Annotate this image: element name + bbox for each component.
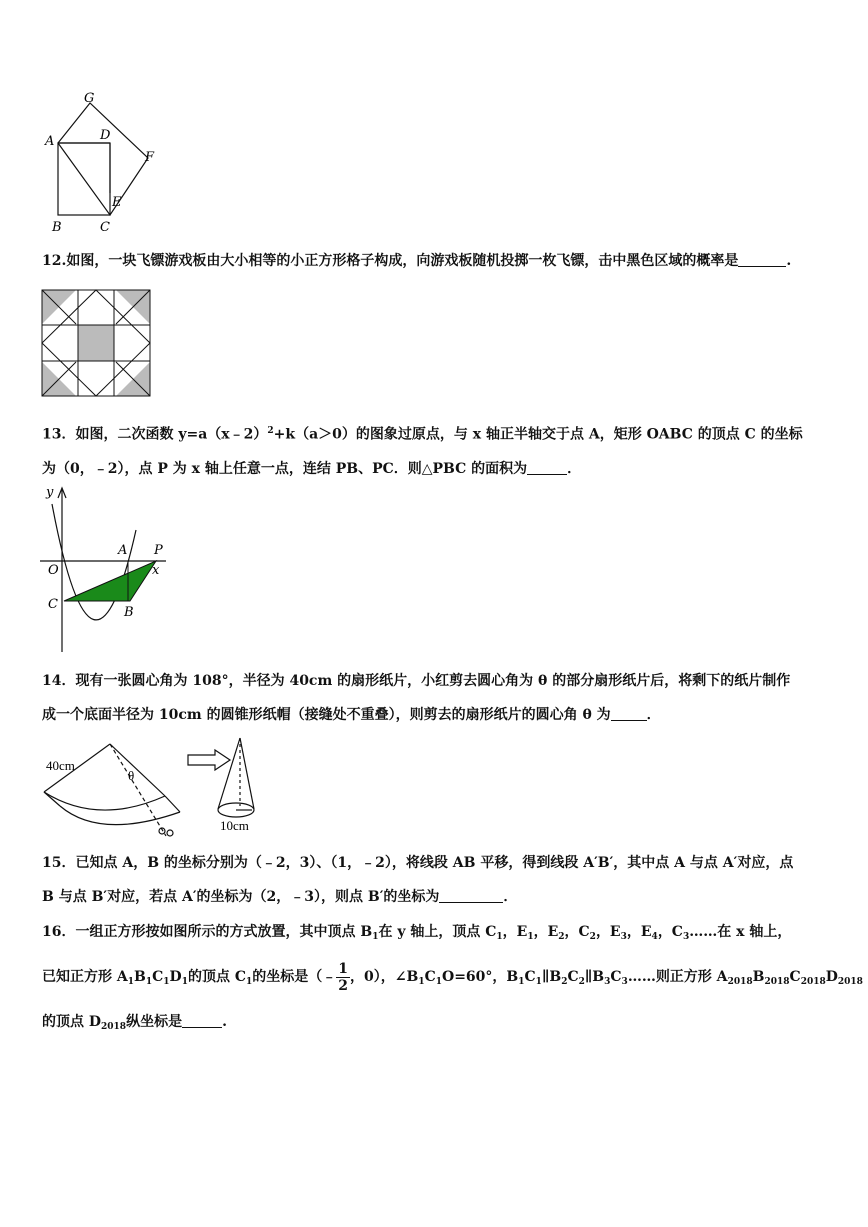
q16-line3-b: 纵坐标是 xyxy=(126,1014,183,1030)
figure-square-diagram xyxy=(40,88,170,238)
label-P: P xyxy=(154,543,163,558)
q16-line1-tail: ……在 x 轴上， xyxy=(689,924,792,940)
label-40cm: 40cm xyxy=(46,758,75,773)
q13-answer-blank[interactable] xyxy=(527,460,567,475)
label-A: A xyxy=(118,543,128,558)
label-B: B xyxy=(52,220,62,235)
label-theta: θ xyxy=(128,768,135,783)
label-A: A xyxy=(45,134,55,149)
triangle-PBC xyxy=(64,561,156,601)
q13-line2: 为（0，﹣2），点 P 为 x 轴上任意一点，连结 PB、PC．则△PBC 的面积为 xyxy=(42,460,528,477)
label-G: G xyxy=(84,91,95,106)
q13-line1: 13．如图，二次函数 y=a（x﹣2） xyxy=(42,426,268,443)
q13-end: ． xyxy=(567,460,582,477)
question-14 xyxy=(42,664,832,732)
label-B: B xyxy=(124,605,134,620)
label-C: C xyxy=(48,597,58,612)
q16-minus: ﹣ xyxy=(322,969,337,985)
q16-line2-c: 的坐标是（ xyxy=(252,969,323,985)
q12-text: 12.如图，一块飞镖游戏板由大小相等的小正方形格子构成，向游戏板随机投掷一枚飞镖，击中黑色区域的概率是 xyxy=(42,253,739,269)
q16-line2-e: O=60°，B xyxy=(442,969,519,985)
q13-exponent: 2 xyxy=(267,426,274,436)
q15-answer-blank[interactable] xyxy=(439,888,503,903)
q13-line1b: +k（a＞0）的图象过原点，与 x 轴正半轴交于点 A，矩形 OABC 的顶点 C 的坐标 xyxy=(273,426,803,443)
label-10cm: 10cm xyxy=(220,818,249,833)
q14-answer-blank[interactable] xyxy=(611,706,647,721)
q16-line2-b: 的顶点 C xyxy=(187,969,246,985)
q16-line1: 16．一组正方形按如图所示的方式放置，其中顶点 B xyxy=(42,924,373,940)
q16-answer-blank[interactable] xyxy=(182,1013,222,1028)
q16-line2-d: ，0），∠B xyxy=(350,969,419,985)
q14-line1: 14．现有一张圆心角为 108°，半径为 40cm 的扇形纸片，小红剪去圆心角为 θ 的部分扇形纸片后，将剩下的纸片制作 xyxy=(42,673,791,689)
q14-line2: 成一个底面半径为 10cm 的圆锥形纸帽（接缝处不重叠），则剪去的扇形纸片的圆心角 θ 为 xyxy=(42,707,611,723)
q15-line2: B 与点 B′对应，若点 A′的坐标为（2，﹣3），则点 B′的坐标为 xyxy=(42,889,440,905)
figure-parabola xyxy=(38,482,170,654)
q16-line2-a: 已知正方形 A xyxy=(42,969,128,985)
q15-line1: 15．已知点 A，B 的坐标分别为（﹣2，3）、（1，﹣2），将线段 AB 平移，得到线段 A′B′，其中点 A 与点 A′对应，点 xyxy=(42,855,794,871)
figure-sector-cone xyxy=(40,736,260,842)
figure-dartboard xyxy=(40,288,152,398)
question-16: 16．一组正方形按如图所示的方式放置，其中顶点 $B_1$在 y 轴上，顶点 $C_1$，$E_1$，$E_2$，$C_2$，$E_3$，$E_4$，$C_3\dots\dots$在 x 轴上， 已知正方形 $A_1B_1C_1D_1$的顶点 $C_1$的坐标是（﹣ $\frac{1}{2}$ ，0），$\angle B_1C_1O=60^\circ$，$B_1C_1\parallel B_2C_2\parallel B_3C_3\dots\dots$则正方形 $A_{2018}B_{2018}C_{2018}D_{2018}$ 的顶点 $D_{2018}$纵坐标是 . xyxy=(42,924,863,1032)
question-13 xyxy=(42,414,832,486)
q14-end: ． xyxy=(646,707,661,723)
q16-end: . xyxy=(222,1014,227,1030)
q16-line2-f: ……则正方形 A xyxy=(627,969,728,985)
label-x: x xyxy=(152,563,160,578)
q12-answer-blank[interactable] xyxy=(738,252,786,267)
label-y: y xyxy=(46,485,54,500)
label-O: O xyxy=(48,563,59,578)
label-E: E xyxy=(112,195,122,210)
q12-end: . xyxy=(786,253,792,269)
q16-line3: 的顶点 D xyxy=(42,1014,102,1030)
fraction-one-half: $\frac{1}{2}$ xyxy=(338,960,348,994)
question-15 xyxy=(42,846,832,914)
label-C: C xyxy=(100,220,110,235)
q15-end: ． xyxy=(503,889,518,905)
question-12 xyxy=(42,244,832,278)
label-F: F xyxy=(145,150,155,165)
q16-line1-rest: 在 y 轴上，顶点 C xyxy=(378,924,497,940)
label-D: D xyxy=(100,128,111,143)
